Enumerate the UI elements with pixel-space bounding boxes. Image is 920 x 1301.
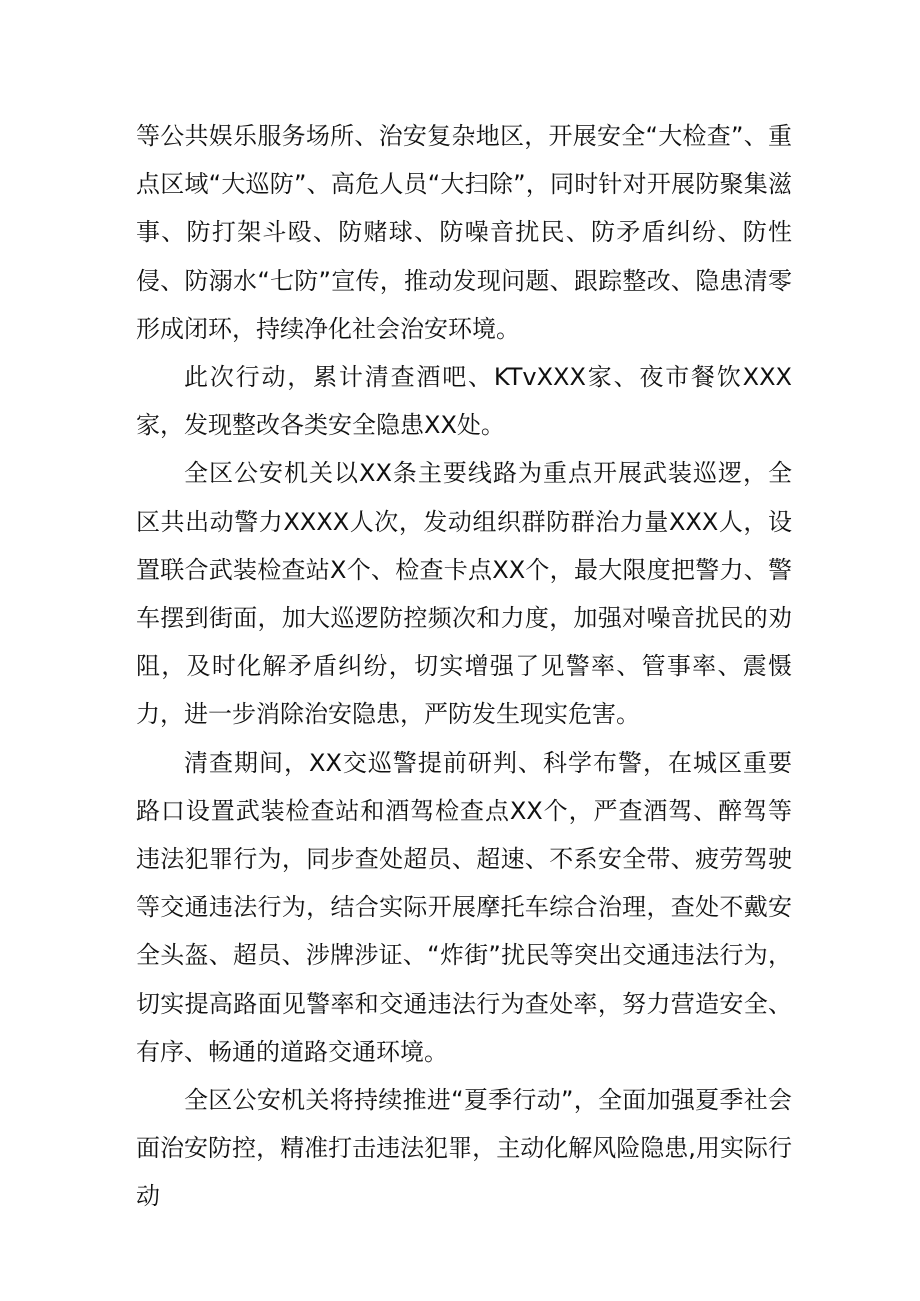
document-body xyxy=(136,112,792,1221)
paragraph-traffic-enforcement: 清查期间，XX交巡警提前研判、科学布警，在城区重要路口设置武装检查站和酒驾检查点XX个，严查酒驾、醉驾等违法犯罪行为，同步查处超员、超速、不系安全带、疲劳驾驶等交通违法行为，结合实际开展摩托车综合治理，查处不戴安全头盔、超员、涉牌涉证、“炸街”扰民等突出交通违法行为，切实提高路面见警率和交通违法行为查处率，努力营造安全、有序、畅通的道路交通环境。 xyxy=(136,748,792,1066)
paragraph-armed-patrol: 全区公安机关以XX条主要线路为重点开展武装巡逻，全区共出动警力XXXX人次，发动组织群防群治力量XXX人，设置联合武装检查站X个、检查卡点XX个，最大限度把警力、警车摆到街面，加大巡逻防控频次和力度，加强对噪音扰民的劝阻，及时化解矛盾纠纷，切实增强了见警率、管事率、震慑力，进一步消除治安隐患，严防发生现实危害。 xyxy=(136,459,792,729)
paragraph-continued: 等公共娱乐服务场所、治安复杂地区，开展安全“大检查”、重点区域“大巡防”、高危人员“大扫除”，同时针对开展防聚集滋事、防打架斗殴、防赌球、防噪音扰民、防矛盾纠纷、防性侵、防溺水“七防”宣传，推动发现问题、跟踪整改、隐患清零形成闭环，持续净化社会治安环境。 xyxy=(136,122,792,343)
paragraph-summer-action: 全区公安机关将持续推进“夏季行动”，全面加强夏季社会面治安防控，精准打击违法犯罪，主动化解风险隐患,用实际行动 xyxy=(136,1086,792,1211)
paragraph-inspection-results: 此次行动，累计清查酒吧、KTvXXX家、夜市餐饮XXX家，发现整改各类安全隐患XX处。 xyxy=(136,363,792,440)
